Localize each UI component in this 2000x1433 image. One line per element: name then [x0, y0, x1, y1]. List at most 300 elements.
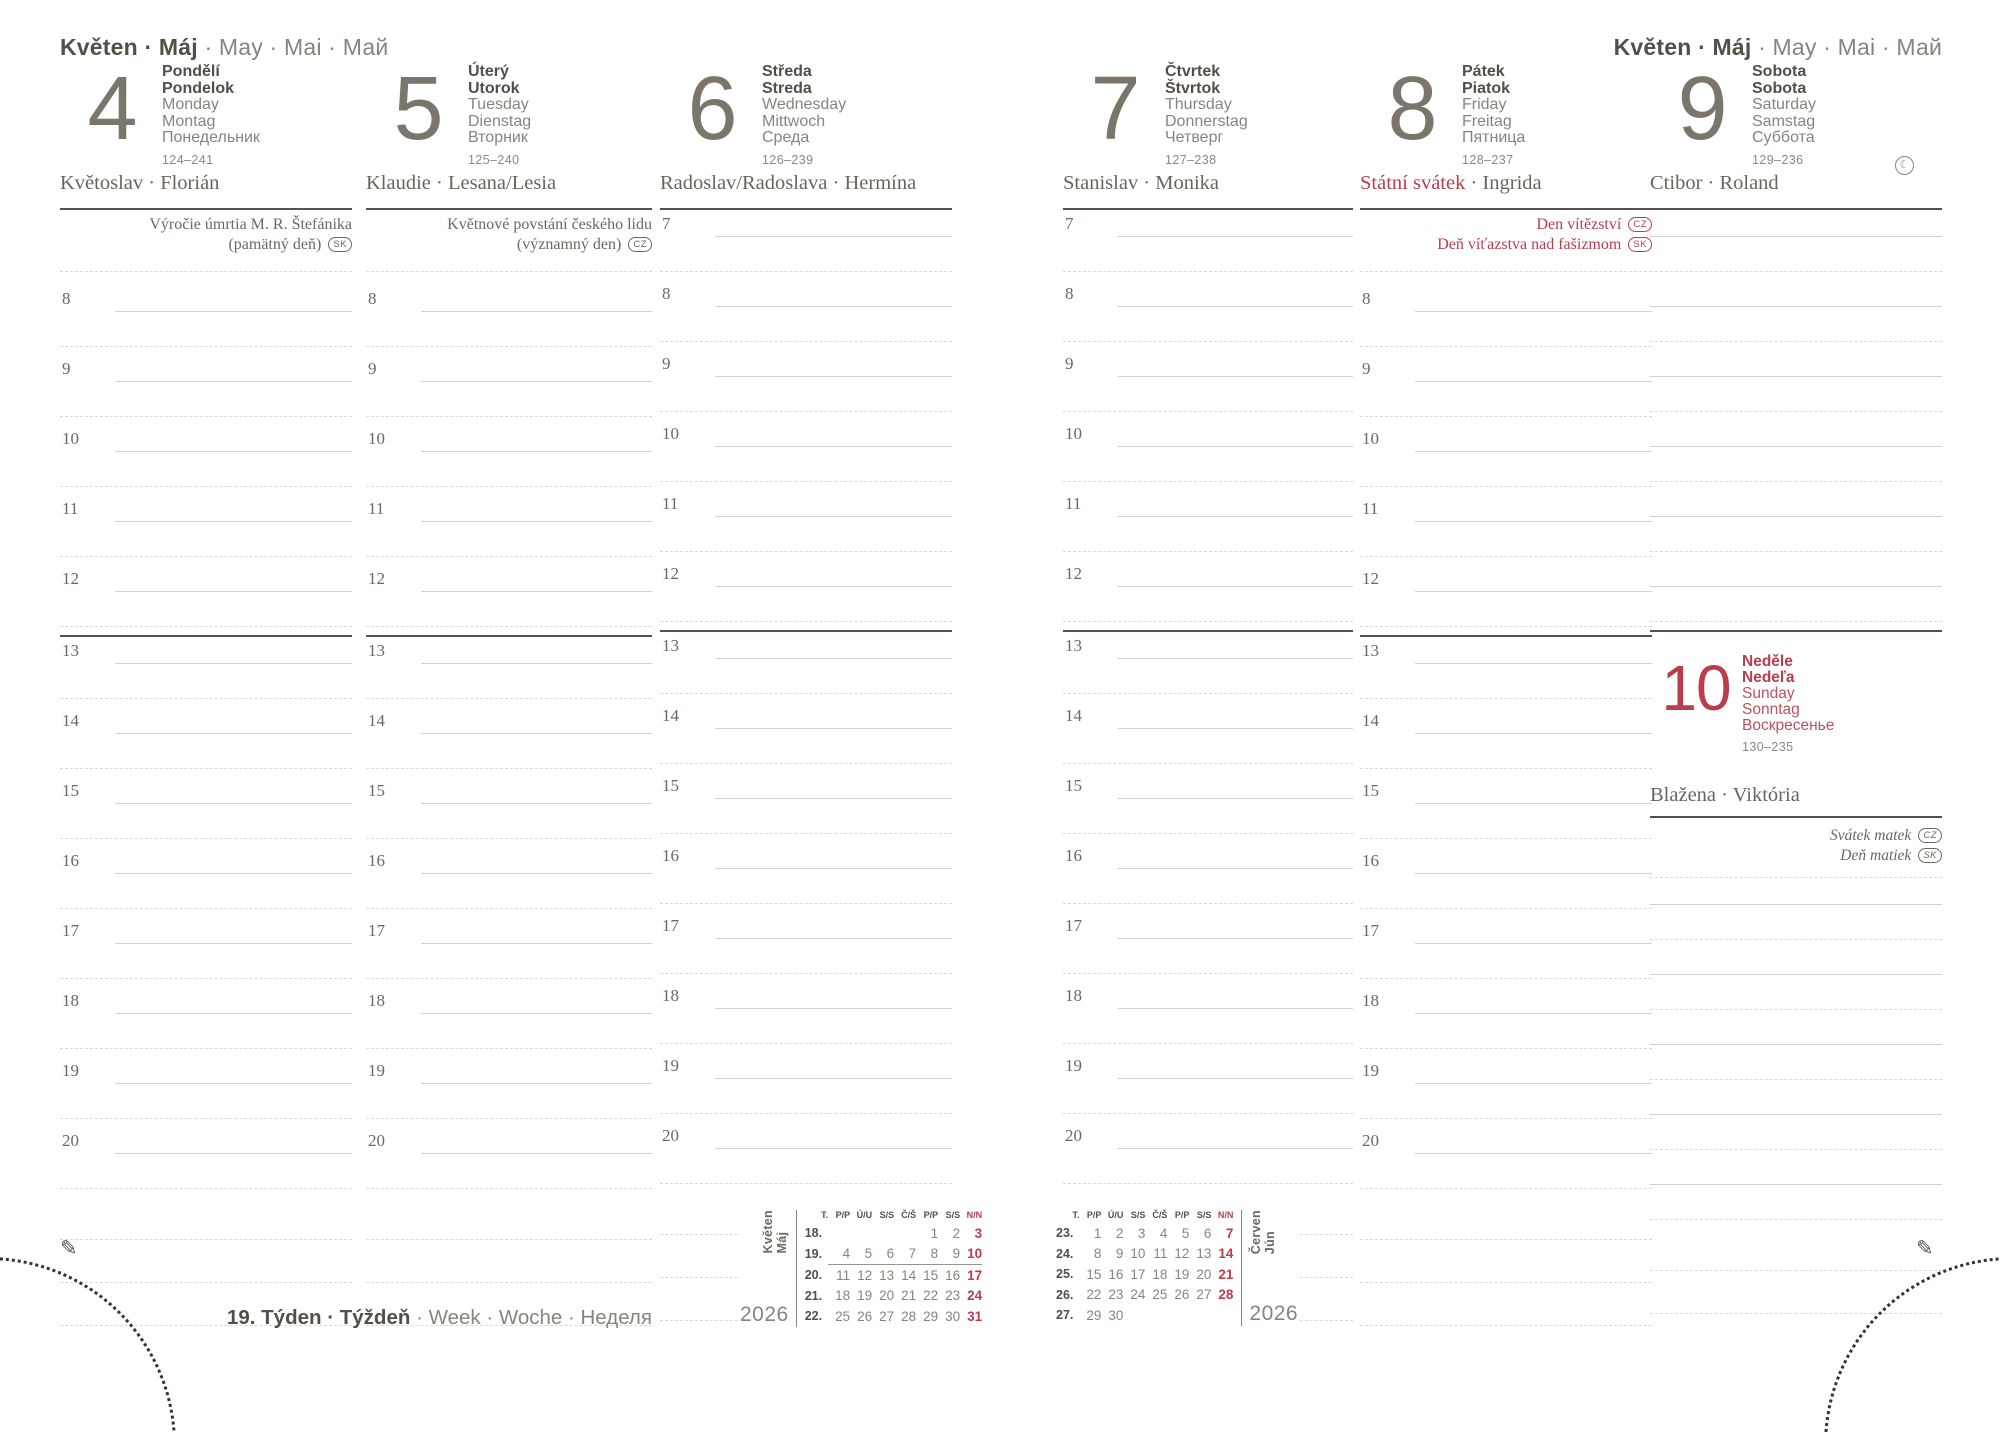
hour-row — [1650, 878, 1942, 948]
hour-row — [366, 425, 652, 495]
hour-line — [1650, 1044, 1942, 1045]
half-hour-line — [60, 556, 352, 557]
hour-row — [60, 565, 352, 635]
half-hour-line — [1063, 693, 1353, 694]
hour-row — [1650, 1018, 1942, 1088]
hour-line — [115, 663, 352, 664]
half-hour-line — [366, 1048, 652, 1049]
day-name-de: Donnerstag — [1165, 112, 1248, 130]
half-hour-line — [60, 768, 352, 769]
day-column-friday — [1360, 59, 1652, 1326]
mini-cal-date — [1189, 1305, 1211, 1326]
hour-line — [1118, 236, 1353, 237]
holiday-text: Výročie úmrtia M. R. Štefánika — [149, 216, 352, 233]
hour-row-7 — [660, 210, 952, 280]
mini-cal-date: 19 — [857, 1288, 873, 1304]
hour-line — [1118, 938, 1353, 939]
holiday-text: Den vítězství — [1536, 216, 1622, 233]
half-hour-line — [366, 698, 652, 699]
mini-cal-date: 20 — [879, 1288, 895, 1304]
hour-row — [1360, 425, 1652, 495]
country-badge: SK — [1628, 237, 1652, 252]
year-label: 2026 — [1249, 1301, 1299, 1325]
half-hour-line — [1650, 271, 1942, 272]
hour-label: 10 — [1065, 424, 1082, 443]
half-hour-line — [1063, 341, 1353, 342]
half-hour-line — [1063, 903, 1353, 904]
day-column-monday — [60, 59, 352, 1326]
hour-line — [1415, 451, 1652, 452]
hour-line — [1650, 904, 1942, 905]
hour-line — [1118, 868, 1353, 869]
day-header-thursday — [1063, 59, 1353, 167]
note-line — [60, 1240, 352, 1283]
hour-row — [660, 632, 952, 702]
mini-calendar-may — [740, 1210, 982, 1327]
hour-label: 8 — [1065, 284, 1074, 303]
month-label-cz: Květen — [760, 1210, 775, 1254]
day-header-wednesday — [660, 59, 952, 167]
hour-row — [60, 637, 352, 707]
weekday-header: P/P — [923, 1210, 939, 1220]
mini-cal-date: 24 — [1130, 1287, 1146, 1303]
hour-row — [60, 425, 352, 495]
hour-line — [421, 381, 652, 382]
half-hour-line — [60, 486, 352, 487]
mini-calendar-week-row — [1056, 1244, 1233, 1265]
half-hour-line — [1360, 698, 1652, 699]
mini-cal-date: 16 — [945, 1267, 961, 1283]
weekday-header: Ú/U — [856, 1210, 873, 1220]
nameday-line: Radoslav/Radoslava · Hermína — [660, 162, 952, 210]
hour-label: 9 — [62, 359, 71, 378]
day-column-wednesday — [660, 59, 952, 1321]
hour-label: 17 — [1065, 916, 1082, 935]
hour-line — [421, 1083, 652, 1084]
weekday-header: S/S — [1196, 1210, 1212, 1220]
hour-label: 18 — [368, 991, 385, 1010]
hour-label: 20 — [1065, 1126, 1082, 1145]
mini-cal-date: 4 — [828, 1244, 850, 1265]
hour-label: 19 — [368, 1061, 385, 1080]
nameday-text: · Ingrida — [1465, 172, 1542, 194]
mini-cal-date: 7 — [894, 1244, 916, 1265]
hour-row — [60, 495, 352, 565]
mini-cal-date-sunday — [1211, 1305, 1233, 1326]
day-name-en: Tuesday — [468, 96, 529, 113]
half-hour-line — [366, 1118, 652, 1119]
day-of-year-range: 128–237 — [1462, 152, 1514, 167]
hour-line — [1118, 1078, 1353, 1079]
half-hour-line — [660, 271, 952, 272]
day-name-sk: Utorok — [468, 79, 520, 97]
half-hour-line — [60, 271, 352, 272]
mini-cal-date: 15 — [923, 1267, 939, 1283]
half-hour-line — [1360, 978, 1652, 979]
mini-cal-date: 9 — [1115, 1246, 1124, 1262]
mini-cal-date: 5 — [850, 1244, 872, 1265]
half-hour-line — [660, 973, 952, 974]
day-of-year-range: 130–235 — [1742, 740, 1794, 754]
hour-label: 13 — [662, 636, 679, 655]
half-hour-line — [1650, 939, 1942, 940]
hour-row — [1063, 632, 1353, 702]
hour-row — [60, 1057, 352, 1127]
hour-label: 10 — [1362, 429, 1379, 448]
weekday-header-sunday: N/N — [1217, 1210, 1234, 1220]
hour-line — [115, 1153, 352, 1154]
half-hour-line — [1063, 551, 1353, 552]
mini-cal-date: 13 — [1196, 1246, 1212, 1262]
hour-line — [715, 1148, 952, 1149]
half-hour-line — [60, 908, 352, 909]
weekday-header: P/P — [1086, 1210, 1102, 1220]
note-line — [1360, 1240, 1652, 1283]
half-hour-line — [60, 626, 352, 627]
hour-label: 10 — [368, 429, 385, 448]
hour-row — [366, 707, 652, 777]
hour-label: 17 — [368, 921, 385, 940]
day-name-cz: Sobota — [1752, 63, 1807, 80]
half-hour-line — [366, 626, 652, 627]
mini-cal-date: 19 — [1174, 1266, 1190, 1282]
hour-row — [1360, 987, 1652, 1057]
hour-rows-afternoon — [60, 635, 352, 1197]
hour-label: 9 — [1065, 354, 1074, 373]
hour-line — [715, 1078, 952, 1079]
day-of-year-range: 125–240 — [468, 152, 520, 167]
day-name-sk: Piatok — [1462, 79, 1511, 97]
hour-line — [115, 1083, 352, 1084]
hour-row — [660, 912, 952, 982]
mini-cal-date: 30 — [1108, 1307, 1124, 1323]
mini-cal-date: 30 — [945, 1308, 961, 1324]
day-header-saturday — [1650, 59, 1942, 171]
weekday-header: Č/Š — [901, 1210, 917, 1220]
mini-cal-date: 26 — [857, 1308, 873, 1324]
country-badge: SK — [328, 237, 352, 252]
day-name-cz: Pátek — [1462, 63, 1505, 80]
half-hour-line — [1360, 1048, 1652, 1049]
hour-line — [715, 516, 952, 517]
month-name-translations: · May · Mai · Май — [1751, 34, 1942, 60]
week-col-header: T. — [1072, 1210, 1080, 1220]
hour-line — [1415, 733, 1652, 734]
day-names — [468, 62, 532, 167]
hour-line — [1415, 1083, 1652, 1084]
hour-row — [1650, 1158, 1942, 1228]
hour-line — [1415, 1153, 1652, 1154]
hour-line — [1650, 516, 1942, 517]
mini-cal-date: 6 — [1203, 1225, 1212, 1241]
day-name-sk: Štvrtok — [1165, 79, 1221, 97]
hour-label: 10 — [62, 429, 79, 448]
half-hour-line — [660, 763, 952, 764]
hour-line — [1650, 306, 1942, 307]
half-hour-line — [660, 411, 952, 412]
day-of-year-range: 124–241 — [162, 152, 214, 167]
hour-line — [421, 803, 652, 804]
hour-row — [1360, 565, 1652, 635]
hour-line — [1415, 311, 1652, 312]
holiday-text: Deň matiek — [1840, 847, 1912, 864]
half-hour-line — [660, 551, 952, 552]
mini-calendar-week-row — [805, 1286, 982, 1307]
half-hour-line — [60, 1048, 352, 1049]
mini-cal-date: 27 — [1196, 1287, 1212, 1303]
mini-cal-date-sunday: 17 — [967, 1267, 983, 1283]
day-number: 9 — [1677, 59, 1725, 159]
hour-row — [1063, 702, 1353, 772]
hour-row — [1360, 917, 1652, 987]
half-hour-line — [1650, 1009, 1942, 1010]
day-name-de: Samstag — [1752, 112, 1816, 130]
mini-cal-date — [850, 1223, 872, 1244]
hour-row — [660, 560, 952, 630]
hour-label: 16 — [662, 846, 679, 865]
half-hour-line — [1063, 833, 1353, 834]
hour-row — [366, 495, 652, 565]
mini-cal-date: 12 — [857, 1267, 873, 1283]
mini-cal-date: 25 — [1152, 1287, 1168, 1303]
hour-line — [715, 1008, 952, 1009]
half-hour-line — [1063, 1183, 1353, 1184]
mini-cal-date: 11 — [1153, 1246, 1168, 1262]
hour-row — [1650, 490, 1942, 560]
hour-line — [1650, 1184, 1942, 1185]
day-number: 5 — [393, 59, 441, 159]
holiday-text: (významný den) — [516, 236, 622, 253]
half-hour-line — [1063, 1113, 1353, 1114]
hour-line — [715, 446, 952, 447]
country-badge: CZ — [1628, 217, 1652, 232]
hour-line — [1415, 943, 1652, 944]
day-name-ru: Воскресенье — [1742, 717, 1835, 734]
mini-calendar-side — [1242, 1210, 1298, 1326]
week-number: 25. — [1056, 1267, 1074, 1282]
hour-rows-afternoon — [1360, 635, 1652, 1197]
hour-row — [1650, 560, 1942, 630]
holiday-line — [366, 235, 652, 255]
mini-cal-date: 18 — [835, 1288, 851, 1304]
week-number: 23. — [1056, 1226, 1074, 1241]
hour-label: 8 — [368, 289, 377, 308]
hour-line — [1415, 663, 1652, 664]
hour-row — [1063, 350, 1353, 420]
weekday-header: S/S — [945, 1210, 961, 1220]
hour-label: 7 — [662, 214, 671, 233]
hour-row — [660, 982, 952, 1052]
hour-line — [115, 381, 352, 382]
month-name-translations: · May · Mai · Май — [197, 34, 389, 60]
month-label-sk: Máj — [774, 1231, 789, 1254]
hour-line — [421, 873, 652, 874]
half-hour-line — [660, 903, 952, 904]
hour-label: 15 — [368, 781, 385, 800]
state-holiday-label: Státní svátek — [1360, 172, 1466, 194]
half-hour-line — [366, 838, 652, 839]
half-hour-line — [1063, 763, 1353, 764]
holiday-text: Květnové povstání českého lidu — [447, 216, 652, 233]
hour-line — [1650, 1114, 1942, 1115]
hour-rows-morning — [1360, 285, 1652, 635]
half-hour-line — [660, 621, 952, 622]
holiday-line — [1650, 826, 1942, 846]
day-number: 10 — [1661, 652, 1731, 724]
hour-row — [60, 707, 352, 777]
hour-label: 20 — [62, 1131, 79, 1150]
week-number: 20. — [804, 1268, 823, 1282]
day-header-monday — [60, 59, 352, 167]
hour-line — [421, 1153, 652, 1154]
hour-row — [1360, 707, 1652, 777]
hour-line — [421, 943, 652, 944]
day-names — [1752, 62, 1817, 167]
hour-label: 20 — [368, 1131, 385, 1150]
mini-calendar-week-row — [1056, 1264, 1233, 1285]
mini-cal-date: 18 — [1152, 1266, 1168, 1282]
hour-rows-afternoon — [1063, 630, 1353, 1192]
half-hour-line — [1360, 908, 1652, 909]
hour-row — [366, 285, 652, 355]
hour-rows-morning — [366, 285, 652, 635]
hour-row — [366, 1057, 652, 1127]
hour-line — [421, 451, 652, 452]
hour-label: 17 — [1362, 921, 1379, 940]
holiday-text: (pamätný deň) — [228, 236, 322, 253]
hour-line — [1118, 446, 1353, 447]
mini-cal-date: 29 — [923, 1308, 939, 1324]
hour-label: 14 — [368, 711, 385, 730]
mini-cal-date: 28 — [901, 1308, 917, 1324]
week-number-translations: · Week · Woche · Неделя — [410, 1306, 652, 1329]
hour-label: 14 — [1065, 706, 1082, 725]
weekday-header-sunday: N/N — [966, 1210, 983, 1220]
holiday-text: Deň víťazstva nad fašizmom — [1437, 236, 1622, 253]
half-hour-line — [1063, 481, 1353, 482]
month-label-sk: Jún — [1263, 1231, 1278, 1255]
mini-calendar-week-row — [1056, 1223, 1233, 1244]
holiday-note-sunday — [1650, 818, 1942, 878]
day-of-year-range: 129–236 — [1752, 152, 1804, 167]
week-number: 22. — [804, 1309, 823, 1324]
half-hour-line — [1650, 551, 1942, 552]
hour-row — [366, 637, 652, 707]
day-name-cz: Neděle — [1742, 653, 1793, 670]
hour-line — [1415, 803, 1652, 804]
hour-line — [421, 311, 652, 312]
half-hour-line — [366, 768, 652, 769]
year-label: 2026 — [740, 1302, 789, 1326]
half-hour-line — [60, 1188, 352, 1189]
mini-cal-date: 25 — [835, 1308, 851, 1324]
mini-cal-date — [1167, 1305, 1189, 1326]
holiday-note-monday — [60, 210, 352, 285]
half-hour-line — [1650, 481, 1942, 482]
day-header-friday — [1360, 59, 1652, 167]
hour-rows-morning — [60, 285, 352, 635]
hour-row — [1360, 495, 1652, 565]
pencil-icon: ✎ — [1916, 1237, 1934, 1260]
day-header-tuesday — [366, 59, 652, 167]
day-names — [1742, 652, 1834, 782]
half-hour-line — [1360, 271, 1652, 272]
half-hour-line — [1360, 768, 1652, 769]
half-hour-line — [60, 416, 352, 417]
half-hour-line — [1650, 411, 1942, 412]
mini-cal-date — [1123, 1305, 1145, 1326]
hour-label: 14 — [1362, 711, 1379, 730]
day-name-ru: Понедельник — [162, 129, 260, 146]
half-hour-line — [1650, 1219, 1942, 1220]
half-hour-line — [660, 341, 952, 342]
mini-cal-date: 13 — [879, 1267, 895, 1283]
mini-cal-date — [872, 1223, 894, 1244]
hour-row — [366, 355, 652, 425]
hour-row — [366, 847, 652, 917]
hour-label: 11 — [1362, 499, 1379, 518]
hour-line — [115, 311, 352, 312]
hour-row — [1650, 210, 1942, 280]
day-name-cz: Pondělí — [162, 63, 220, 80]
mini-cal-date: 23 — [1108, 1287, 1124, 1303]
half-hour-line — [1650, 621, 1942, 622]
weekday-header: P/P — [835, 1210, 851, 1220]
day-number: 6 — [687, 59, 735, 159]
hour-row — [60, 777, 352, 847]
hour-row — [1650, 350, 1942, 420]
hour-label: 13 — [1362, 641, 1379, 660]
day-name-de: Dienstag — [468, 112, 532, 130]
hour-row — [1063, 1122, 1353, 1192]
mini-cal-date: 14 — [901, 1267, 917, 1283]
hour-label: 20 — [1362, 1131, 1379, 1150]
mini-cal-date: 15 — [1086, 1266, 1102, 1282]
day-name-sk: Pondelok — [162, 79, 235, 97]
hour-rows-sunday — [1650, 878, 1942, 1228]
hour-line — [1118, 1148, 1353, 1149]
mini-calendar-month-label — [761, 1210, 789, 1253]
hour-row — [1360, 285, 1652, 355]
holiday-line — [1360, 235, 1652, 255]
hour-line — [1415, 381, 1652, 382]
mini-cal-date: 1 — [930, 1225, 939, 1241]
month-label-cz: Červen — [1249, 1210, 1264, 1255]
hour-row — [660, 490, 952, 560]
day-column-thursday — [1063, 59, 1353, 1321]
mini-cal-date: 5 — [1181, 1225, 1190, 1241]
mini-cal-date: 22 — [923, 1288, 939, 1304]
hour-row — [1360, 847, 1652, 917]
hour-row — [660, 350, 952, 420]
half-hour-line — [366, 486, 652, 487]
day-name-sk: Streda — [762, 79, 812, 97]
hour-line — [1118, 586, 1353, 587]
holiday-text: Svátek matek — [1829, 827, 1912, 844]
half-hour-line — [366, 416, 652, 417]
hour-row — [1063, 772, 1353, 842]
half-hour-line — [1360, 486, 1652, 487]
hour-label: 11 — [1065, 494, 1082, 513]
hour-label: 19 — [662, 1056, 679, 1075]
hour-row — [1650, 280, 1942, 350]
nameday-line: Klaudie · Lesana/Lesia — [366, 162, 652, 210]
hour-label: 12 — [368, 569, 385, 588]
half-hour-line — [1650, 341, 1942, 342]
day-names — [162, 62, 260, 167]
half-hour-line — [660, 833, 952, 834]
hour-line — [421, 733, 652, 734]
